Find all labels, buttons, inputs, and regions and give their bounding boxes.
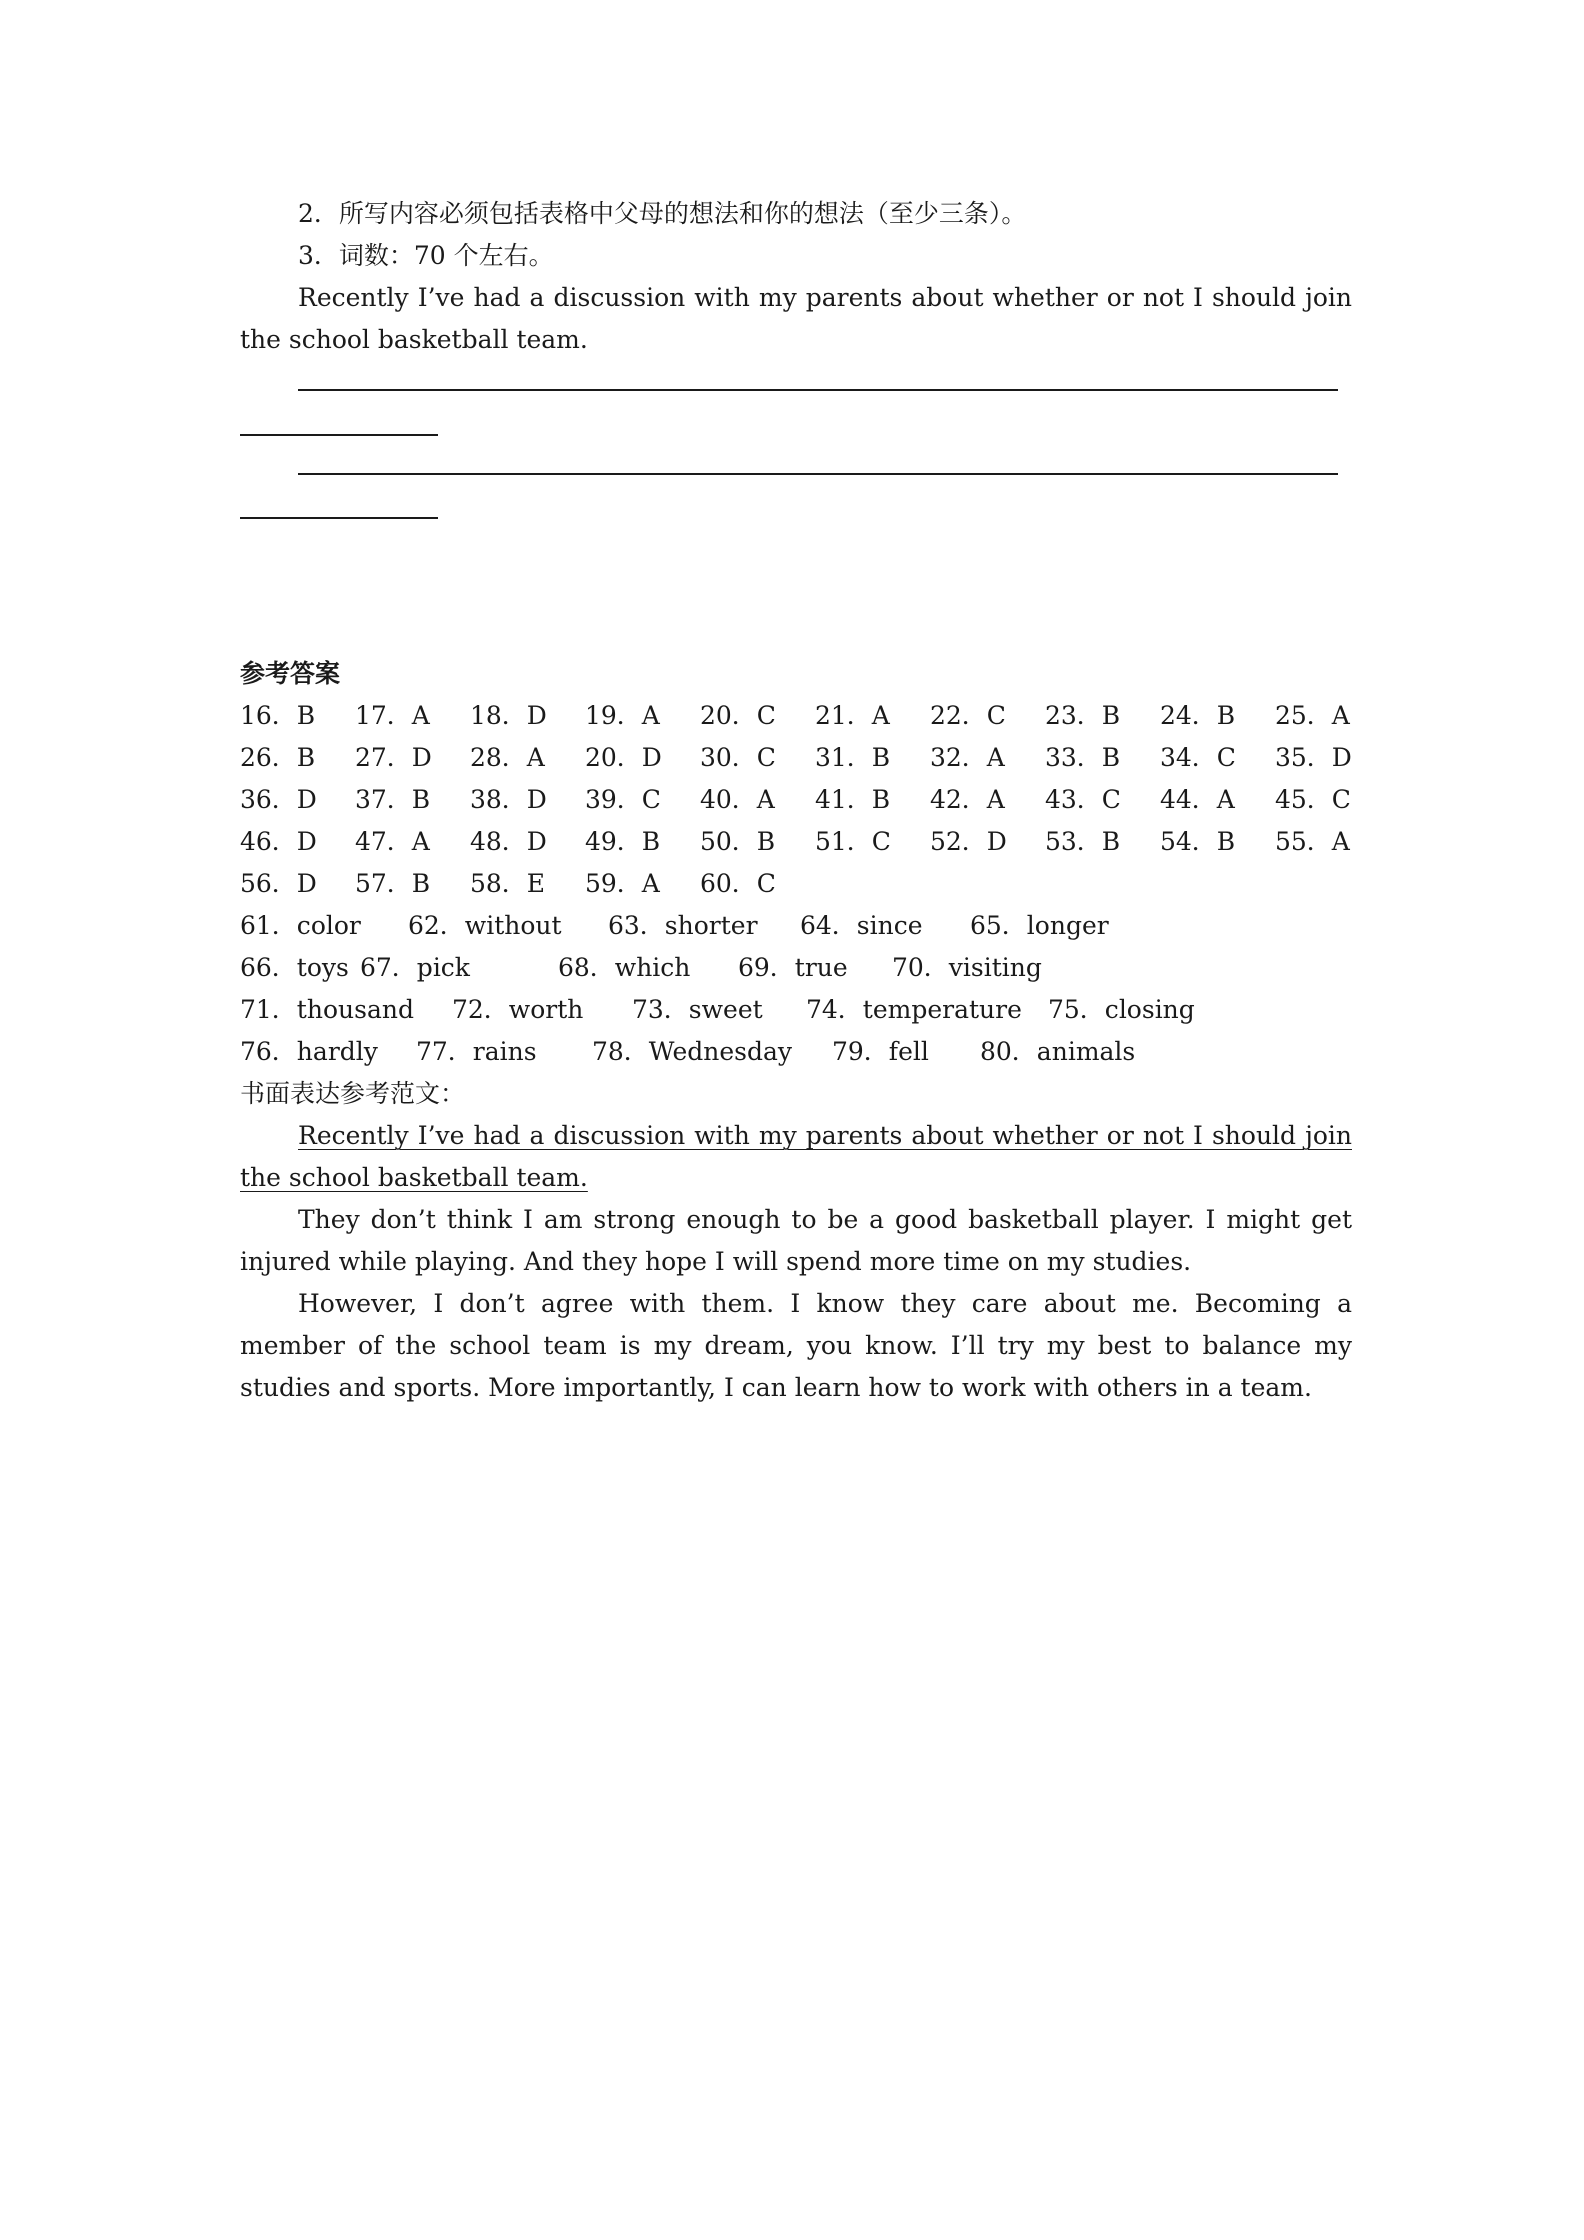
mc-answer: 20．D [585,743,662,772]
mc-answer: 18．D [470,701,547,730]
mc-answer: 39．C [585,785,661,814]
fill-answer: 76．hardly [240,1037,378,1066]
mc-answer: 52．D [930,827,1007,856]
answer-key-heading: 参考答案 [240,659,341,688]
mc-answer: 24．B [1160,701,1236,730]
mc-answer: 48．D [470,827,547,856]
mc-answer: 28．A [470,743,545,772]
fill-answer: 71．thousand [240,995,414,1024]
mc-answer: 44．A [1160,785,1235,814]
mc-answer: 26．B [240,743,316,772]
instruction-line-2: 2．所写内容必须包括表格中父母的想法和你的想法（至少三条）。 [298,199,1027,228]
essay-paragraph-1 [240,1115,1352,1199]
fill-answer: 61．color [240,911,361,940]
fill-answer: 80．animals [980,1037,1136,1066]
fill-answer: 74．temperature [806,995,1022,1024]
mc-answer: 42．A [930,785,1005,814]
fill-answer: 69．true [738,953,848,982]
mc-answer: 45．C [1275,785,1351,814]
fill-answer: 77．rains [416,1037,537,1066]
fill-answer: 62．without [408,911,562,940]
fill-answer: 75．closing [1048,995,1195,1024]
mc-answer: 36．D [240,785,317,814]
mc-answer: 46．D [240,827,317,856]
mc-answer: 34．C [1160,743,1236,772]
mc-answer: 21．A [815,701,890,730]
mc-answer: 23．B [1045,701,1121,730]
essay-paragraph-2: They don’t think I am strong enough to be a good basketball player. I might get injured while playing. And they hope I will spend more time on my studies. [240,1205,1352,1276]
writing-line [298,473,1338,475]
mc-answer: 31．B [815,743,891,772]
writing-line [298,389,1338,391]
writing-line-end [240,517,438,519]
mc-answer: 51．C [815,827,891,856]
essay-underlined-sentence: Recently I’ve had a discussion with my parents about whether or not I should join the school basketball team. [240,1121,1352,1192]
mc-answer: 16．B [240,701,316,730]
mc-answer: 49．B [585,827,661,856]
mc-answer: 30．C [700,743,776,772]
mc-answer: 53．B [1045,827,1121,856]
fill-answer: 65．longer [970,911,1109,940]
mc-answer: 25．A [1275,701,1350,730]
fill-answer: 63．shorter [608,911,758,940]
mc-answer: 43．C [1045,785,1121,814]
instruction-line-3: 3．词数：70 个左右。 [298,241,554,270]
mc-answer: 55．A [1275,827,1350,856]
prompt-paragraph: Recently I’ve had a discussion with my parents about whether or not I should join the school basketball team. [240,283,1352,354]
mc-answer: 38．D [470,785,547,814]
mc-answer: 32．A [930,743,1005,772]
mc-answer: 33．B [1045,743,1121,772]
mc-answer: 41．B [815,785,891,814]
fill-answer: 64．since [800,911,923,940]
mc-answer: 59．A [585,869,660,898]
mc-answer: 17．A [355,701,430,730]
writing-line-end [240,434,438,436]
mc-answer: 35．D [1275,743,1352,772]
fill-answer: 78．Wednesday [592,1037,793,1066]
essay-paragraph-3: However, I don’t agree with them. I know they care about me. Becoming a member of the school team is my dream, you know. I’ll try my best to balance my studies and sports. More importantly, I can learn how to work with others in a team. [240,1289,1352,1402]
mc-answer: 47．A [355,827,430,856]
mc-answer: 40．A [700,785,775,814]
mc-answer: 56．D [240,869,317,898]
mc-answer: 37．B [355,785,431,814]
fill-answer: 68．which [558,953,691,982]
mc-answer: 50．B [700,827,776,856]
fill-answer: 79．fell [832,1037,929,1066]
fill-answer: 73．sweet [632,995,763,1024]
mc-answer: 57．B [355,869,431,898]
mc-answer: 27．D [355,743,432,772]
mc-answer: 20．C [700,701,776,730]
fill-answer: 72．worth [452,995,584,1024]
mc-answer: 22．C [930,701,1006,730]
mc-answer: 60．C [700,869,776,898]
mc-answer: 19．A [585,701,660,730]
mc-answer: 54．B [1160,827,1236,856]
fill-answer: 70．visiting [892,953,1042,982]
mc-answer: 58．E [470,869,546,898]
fill-answer: 67．pick [360,953,470,982]
essay-heading: 书面表达参考范文： [240,1079,466,1108]
fill-answer: 66．toys [240,953,349,982]
